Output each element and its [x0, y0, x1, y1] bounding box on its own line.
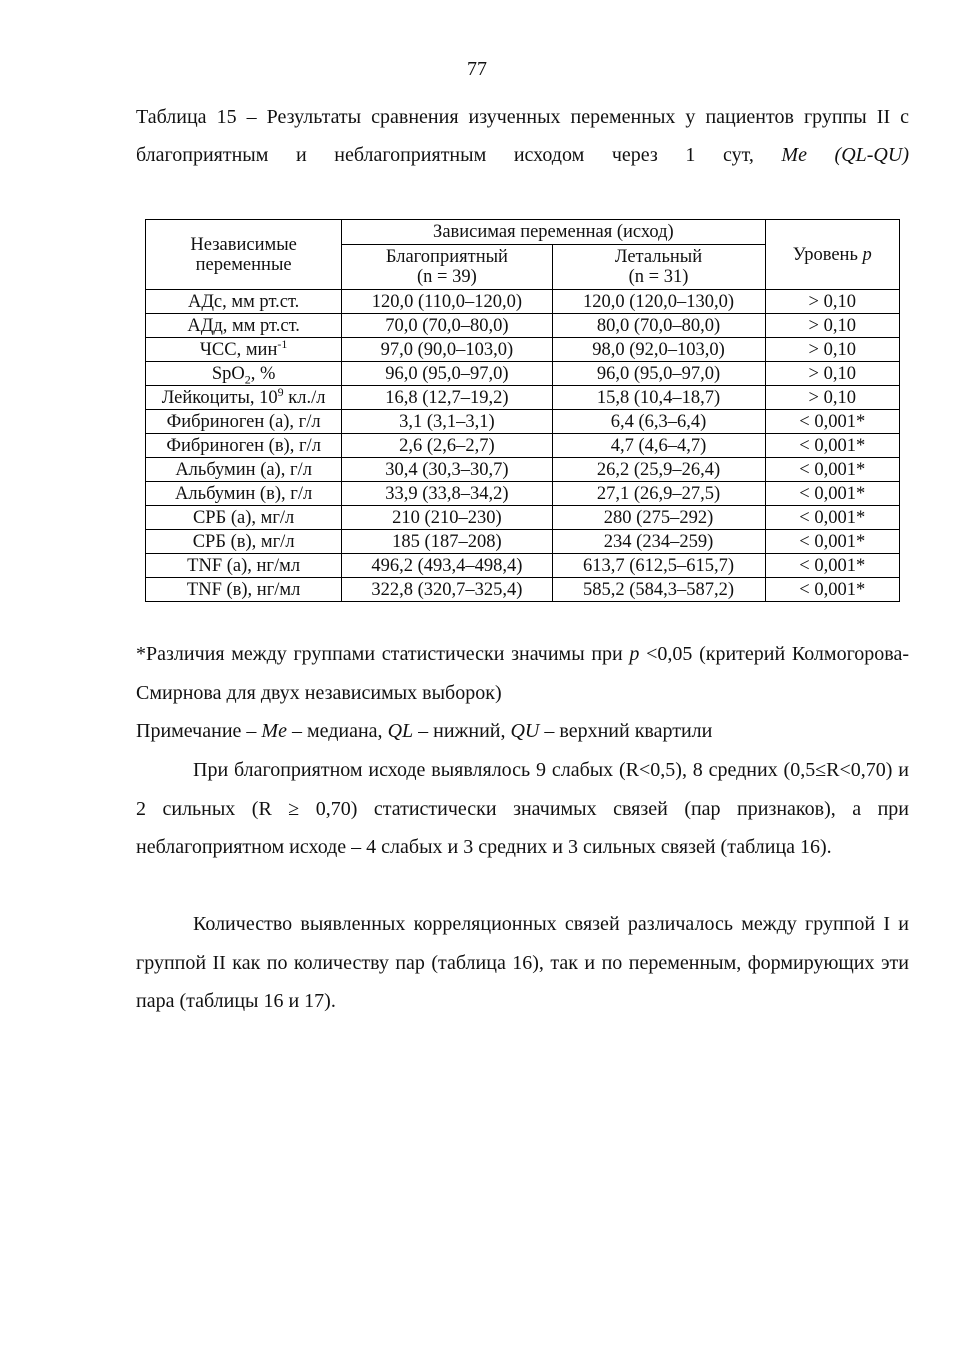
cell-lethal	[552, 434, 765, 458]
cell-p	[765, 338, 900, 362]
var-label: ЧСС, мин	[199, 339, 278, 360]
cell-p-value: < 0,001*	[799, 435, 866, 456]
var-label: СРБ (а), мг/л	[192, 507, 295, 528]
table-row	[146, 338, 900, 362]
cell-variable	[146, 482, 342, 506]
header-p-level	[765, 220, 900, 290]
table-row	[146, 578, 900, 602]
cell-lethal	[552, 554, 765, 578]
footnote-part1: *Различия между группами статистически значимы при	[136, 643, 630, 665]
cell-p-value: < 0,001*	[799, 531, 866, 552]
cell-favorable	[342, 458, 552, 482]
cell-p-value: > 0,10	[808, 363, 856, 384]
cell-p	[765, 458, 900, 482]
caption-stat: Me (QL-QU)	[781, 144, 909, 166]
cell-lethal-value: 6,4 (6,3–6,4)	[610, 411, 707, 432]
table-row	[146, 506, 900, 530]
cell-p-value: > 0,10	[808, 315, 856, 336]
paragraph-1: При благоприятном исходе выявлялось 9 слабых (R<0,5), 8 средних (0,5≤R<0,70) и 2 сильных (R ≥ 0,70) статистически значимых связей (пар признаков), а при неблагоприятном исходе – 4 слабых и 3 средних и 3 сильных связей (таблица 16).	[136, 759, 909, 859]
cell-lethal	[552, 482, 765, 506]
cell-lethal-value: 26,2 (25,9–26,4)	[596, 459, 721, 480]
note-me: Me	[261, 720, 287, 742]
footnote	[136, 635, 909, 712]
cell-lethal-value: 234 (234–259)	[603, 531, 714, 552]
cell-favorable-value: 70,0 (70,0–80,0)	[385, 315, 509, 336]
cell-variable	[146, 410, 342, 434]
caption-label: Таблица 15	[136, 106, 237, 128]
note-me-text: – медиана,	[286, 720, 388, 742]
table-row	[146, 314, 900, 338]
var-label: Лейкоциты, 10	[161, 387, 278, 408]
var-label: Фибриноген (а), г/л	[166, 411, 321, 432]
note-prefix: Примечание –	[136, 720, 262, 742]
header-favorable-n: (n = 39)	[417, 267, 477, 287]
cell-p	[765, 290, 900, 314]
cell-p	[765, 434, 900, 458]
cell-p	[765, 530, 900, 554]
cell-lethal-value: 4,7 (4,6–4,7)	[610, 435, 707, 456]
cell-variable	[146, 506, 342, 530]
cell-favorable-value: 33,9 (33,8–34,2)	[385, 483, 509, 504]
page-number: 77	[467, 58, 487, 80]
cell-lethal	[552, 530, 765, 554]
cell-variable	[146, 578, 342, 602]
cell-lethal-value: 80,0 (70,0–80,0)	[596, 315, 721, 336]
footnote-part2: <0,05 (критерий Колмогорова-Смирнова для двух независимых выборок)	[136, 643, 909, 704]
var-label: Альбумин (а), г/л	[175, 459, 312, 480]
cell-favorable-value: 496,2 (493,4–498,4)	[371, 555, 523, 576]
cell-favorable	[342, 434, 552, 458]
var-label: SpO	[211, 363, 245, 384]
cell-variable	[146, 290, 342, 314]
cell-lethal-value: 280 (275–292)	[603, 507, 714, 528]
var-label: АДд, мм рт.ст.	[187, 315, 300, 336]
cell-p-value: < 0,001*	[799, 507, 866, 528]
var-sub: 2	[244, 372, 251, 387]
cell-lethal	[552, 290, 765, 314]
cell-variable	[146, 530, 342, 554]
cell-variable	[146, 314, 342, 338]
results-table	[145, 219, 900, 602]
var-label: АДс, мм рт.ст.	[187, 291, 300, 312]
cell-lethal-value: 96,0 (95,0–97,0)	[596, 363, 721, 384]
table-row	[146, 458, 900, 482]
header-p-level-text: Уровень	[792, 244, 863, 265]
var-tail: кл./л	[283, 387, 326, 408]
cell-p	[765, 554, 900, 578]
note-ql: QL	[387, 720, 414, 742]
footnote-p: p	[629, 643, 640, 665]
cell-lethal	[552, 578, 765, 602]
cell-p-value: < 0,001*	[799, 411, 866, 432]
cell-variable	[146, 386, 342, 410]
cell-favorable-value: 30,4 (30,3–30,7)	[385, 459, 509, 480]
cell-p	[765, 314, 900, 338]
cell-variable	[146, 434, 342, 458]
header-lethal-n: (n = 31)	[628, 267, 689, 287]
cell-p	[765, 506, 900, 530]
cell-lethal-value: 613,7 (612,5–615,7)	[582, 555, 735, 576]
table-row	[146, 362, 900, 386]
var-sup: 9	[277, 384, 284, 399]
cell-lethal-value: 27,1 (26,9–27,5)	[596, 483, 721, 504]
cell-favorable	[342, 314, 552, 338]
header-favorable	[342, 245, 552, 290]
cell-favorable	[342, 362, 552, 386]
cell-favorable-value: 3,1 (3,1–3,1)	[399, 411, 495, 432]
note-ql-text: – нижний,	[413, 720, 511, 742]
var-label: Альбумин (в), г/л	[175, 483, 313, 504]
table-caption	[136, 98, 909, 174]
cell-p-value: < 0,001*	[799, 483, 866, 504]
cell-favorable	[342, 410, 552, 434]
var-label: TNF (в), нг/мл	[186, 579, 301, 600]
cell-variable	[146, 338, 342, 362]
var-label: СРБ (в), мг/л	[192, 531, 295, 552]
table-row	[146, 554, 900, 578]
cell-p	[765, 410, 900, 434]
var-sup: -1	[277, 336, 288, 351]
cell-p-value: < 0,001*	[799, 459, 866, 480]
header-independent: Независимые переменные	[146, 220, 342, 290]
paragraph-2: Количество выявленных корреляционных связей различалось между группой I и группой II как по количеству пар (таблица 16), так и по переменным, формирующих эти пара (таблицы 16 и 17).	[136, 913, 909, 1013]
cell-p-value: < 0,001*	[799, 579, 866, 600]
cell-favorable	[342, 530, 552, 554]
cell-favorable	[342, 290, 552, 314]
cell-p-value: > 0,10	[808, 387, 856, 408]
cell-lethal	[552, 386, 765, 410]
table-row	[146, 482, 900, 506]
table-row	[146, 290, 900, 314]
cell-favorable-value: 16,8 (12,7–19,2)	[385, 387, 509, 408]
cell-favorable	[342, 554, 552, 578]
cell-lethal	[552, 362, 765, 386]
cell-variable	[146, 458, 342, 482]
cell-favorable-value: 97,0 (90,0–103,0)	[380, 339, 514, 360]
cell-lethal-value: 15,8 (10,4–18,7)	[596, 387, 721, 408]
cell-lethal-value: 98,0 (92,0–103,0)	[592, 339, 725, 360]
cell-favorable	[342, 578, 552, 602]
cell-p	[765, 578, 900, 602]
note	[136, 712, 909, 751]
cell-lethal	[552, 314, 765, 338]
cell-favorable	[342, 386, 552, 410]
cell-favorable-value: 96,0 (95,0–97,0)	[385, 363, 509, 384]
cell-lethal	[552, 410, 765, 434]
caption-dash: –	[236, 106, 267, 128]
table-row	[146, 386, 900, 410]
table-row	[146, 410, 900, 434]
cell-favorable-value: 120,0 (110,0–120,0)	[371, 291, 523, 312]
var-label: Фибриноген (в), г/л	[166, 435, 321, 456]
cell-favorable	[342, 506, 552, 530]
table-body	[146, 290, 900, 602]
cell-lethal-value: 585,2 (584,3–587,2)	[582, 579, 735, 600]
cell-favorable-value: 210 (210–230)	[392, 507, 502, 528]
cell-variable	[146, 362, 342, 386]
note-qu-text: – верхний квартили	[539, 720, 713, 742]
cell-p	[765, 482, 900, 506]
cell-p-value: > 0,10	[808, 339, 856, 360]
header-lethal	[552, 245, 765, 290]
cell-favorable	[342, 338, 552, 362]
cell-lethal-value: 120,0 (120,0–130,0)	[582, 291, 735, 312]
caption-text: Результаты сравнения изученных переменных у пациентов группы II с благоприятным и неблагоприятным исходом через 1 сут,	[136, 106, 910, 166]
cell-p-value: > 0,10	[808, 291, 856, 312]
cell-p-value: < 0,001*	[799, 555, 866, 576]
header-lethal-label: Летальный	[614, 247, 703, 267]
cell-favorable-value: 2,6 (2,6–2,7)	[399, 435, 495, 456]
header-dependent: Зависимая переменная (исход)	[342, 220, 765, 245]
var-tail: , %	[250, 363, 276, 384]
cell-lethal	[552, 458, 765, 482]
cell-variable	[146, 554, 342, 578]
cell-favorable	[342, 482, 552, 506]
header-favorable-label: Благоприятный	[385, 247, 508, 267]
table-row	[146, 530, 900, 554]
cell-favorable-value: 322,8 (320,7–325,4)	[371, 579, 523, 600]
cell-lethal	[552, 338, 765, 362]
var-label: TNF (а), нг/мл	[187, 555, 301, 576]
cell-lethal	[552, 506, 765, 530]
table-row	[146, 434, 900, 458]
cell-p	[765, 386, 900, 410]
cell-p	[765, 362, 900, 386]
cell-favorable-value: 185 (187–208)	[392, 531, 502, 552]
header-p-symbol: p	[862, 244, 872, 265]
note-qu: QU	[510, 720, 540, 742]
